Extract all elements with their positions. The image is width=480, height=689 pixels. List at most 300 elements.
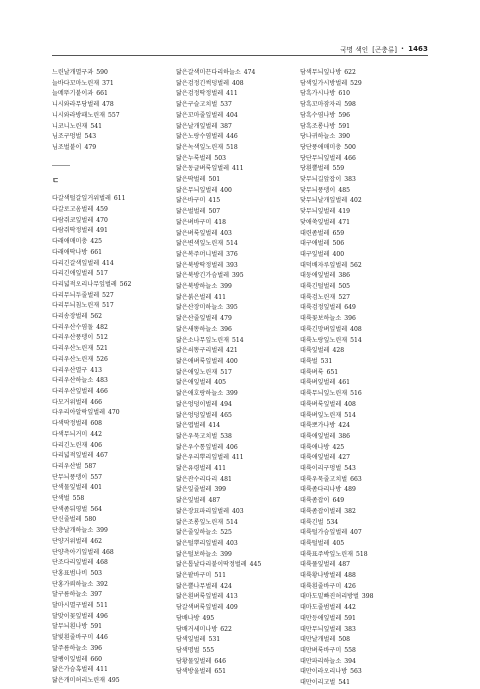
index-page-number: 405 <box>332 539 345 547</box>
index-entry <box>300 475 428 486</box>
index-entry <box>52 280 170 291</box>
index-page-number: 485 <box>338 186 350 194</box>
index-page-number: 511 <box>214 572 226 580</box>
index-term: 단조다리잎벌레 <box>52 559 94 567</box>
index-term: 단색벌 <box>52 495 70 503</box>
index-term: 다람쥐코잎벌레 <box>52 216 94 224</box>
index-page-number: 514 <box>231 336 244 344</box>
index-term: 닮은동글벼룩잎벌레 <box>176 165 229 173</box>
index-term: 다래애매미충 <box>52 238 88 246</box>
index-page-number: 537 <box>220 101 232 109</box>
index-column-1 <box>52 68 170 687</box>
index-term: 닮은산줄잎벌레 <box>176 315 218 323</box>
index-term: 대륙벼잎노린재 <box>300 411 342 419</box>
index-term: 다리긴애잎벌레 <box>52 270 94 278</box>
index-entry <box>52 590 170 601</box>
index-page-number: 459 <box>96 206 108 214</box>
index-page-number: 383 <box>344 176 356 184</box>
index-term: 대륙이리구멍벌 <box>300 465 342 473</box>
index-term: 다색딱정벌레 <box>52 420 88 428</box>
index-page-number: 411 <box>214 293 226 301</box>
index-page-number: 411 <box>231 165 244 173</box>
index-page-number: 479 <box>220 315 232 323</box>
index-page-number: 393 <box>226 261 238 269</box>
index-term: 닮은흰벼룩잎벌레 <box>176 593 224 601</box>
index-entry <box>176 229 294 240</box>
index-term: 대륙애잎벌레 <box>300 432 336 440</box>
index-entry <box>52 237 170 248</box>
index-page-number: 527 <box>102 291 114 299</box>
index-term: 닮은우리뿌리잎벌레 <box>176 454 229 462</box>
index-entry <box>176 303 294 314</box>
index-page-number: 514 <box>226 240 238 248</box>
index-entry <box>300 132 428 143</box>
index-entry <box>300 614 428 625</box>
index-term: 대륙우묵줄고치벌 <box>300 475 348 483</box>
index-entry <box>300 421 428 432</box>
index-term: 대만파리하늘소 <box>300 657 342 665</box>
index-entry <box>300 336 428 347</box>
index-page-number: 562 <box>119 280 132 288</box>
index-entry <box>300 271 428 282</box>
index-term: 닮은구슬고치벌 <box>176 101 218 109</box>
index-term: 대륙노랑잎노린재 <box>300 336 348 344</box>
index-term: 닮은개미허리노린재 <box>52 676 105 684</box>
index-term: 닮은노랑수염벌레 <box>176 133 224 141</box>
index-entry <box>52 194 170 205</box>
index-term: 담색무늬잎나방 <box>300 69 342 76</box>
index-page-number: 411 <box>231 454 244 462</box>
index-page-number: 474 <box>243 69 256 76</box>
index-term: 다리긴노린재 <box>52 441 88 449</box>
index-page-number: 483 <box>96 377 108 385</box>
index-term: 대륙긴털벌레 <box>300 283 336 291</box>
index-entry <box>52 355 170 366</box>
index-page-number: 405 <box>214 379 226 387</box>
index-page-number: 403 <box>220 229 232 237</box>
index-entry <box>52 312 170 323</box>
index-page-number: 534 <box>326 518 339 526</box>
index-term: 담색잎벌레 <box>176 636 206 644</box>
index-entry <box>300 518 428 529</box>
index-page-number: 558 <box>344 646 356 654</box>
index-entry <box>52 100 170 111</box>
index-page-number: 518 <box>226 143 238 151</box>
index-entry <box>300 218 428 229</box>
index-page-number: 414 <box>102 259 114 267</box>
index-entry <box>52 622 170 633</box>
index-page-number: 424 <box>338 422 350 430</box>
index-term: 다우리아알락잎벌레 <box>52 409 105 417</box>
index-entry <box>300 229 428 240</box>
header-title: 국명 색인 <box>340 46 369 54</box>
index-page-number: 491 <box>96 227 108 235</box>
index-term: 대륙표주박잎노린재 <box>300 550 353 558</box>
index-page-number: 495 <box>202 614 215 622</box>
index-entry <box>52 644 170 655</box>
index-term: 닮은무늬잎벌레 <box>176 186 218 194</box>
index-page-number: 408 <box>231 79 244 87</box>
index-entry <box>52 462 170 473</box>
index-entry <box>52 398 170 409</box>
index-term: 닮은엽벌레 <box>176 422 206 430</box>
index-entry <box>300 485 428 496</box>
index-term: 닮은애잎벌레 <box>176 379 212 387</box>
index-page-number: 399 <box>220 283 232 291</box>
index-page-number: 562 <box>90 313 102 321</box>
index-page-number: 557 <box>90 473 102 481</box>
index-page-number: 521 <box>96 345 108 353</box>
index-term: 닮은붉은벌레 <box>176 293 212 301</box>
index-page-number: 508 <box>338 636 350 644</box>
index-entry <box>300 635 428 646</box>
index-entry <box>300 164 428 175</box>
index-term: 닻무늬풍뎅이 <box>300 186 336 194</box>
index-page-number: 407 <box>350 529 362 537</box>
index-entry <box>176 657 294 668</box>
index-page-number: 651 <box>214 668 226 676</box>
index-term: 대륙풀잎벌레 <box>300 561 336 569</box>
index-entry <box>300 325 428 336</box>
index-page-number: 500 <box>344 143 356 151</box>
index-entry <box>176 582 294 593</box>
index-term: 다리우산노린재 <box>52 345 94 353</box>
index-page-number: 406 <box>226 443 238 451</box>
index-page-number: 501 <box>208 176 221 184</box>
index-entry <box>176 325 294 336</box>
index-entry <box>52 143 170 154</box>
index-term: 대만날개벌레 <box>300 636 336 644</box>
index-page-number: 495 <box>107 676 120 684</box>
index-entry <box>52 259 170 270</box>
index-entry <box>176 411 294 422</box>
index-term: 당단무늬잎벌레 <box>300 154 342 162</box>
index-term: 다리우산벌 <box>52 462 82 470</box>
index-page-number: 402 <box>350 197 362 205</box>
index-entry <box>52 408 170 419</box>
index-entry <box>300 400 428 411</box>
index-entry <box>176 389 294 400</box>
index-entry <box>52 89 170 100</box>
index-entry <box>176 282 294 293</box>
index-term: 님조구멍벌 <box>52 133 82 141</box>
index-page-number: 482 <box>96 323 108 331</box>
index-entry <box>52 441 170 452</box>
index-page-number: 426 <box>344 582 356 590</box>
index-entry <box>176 186 294 197</box>
index-entry <box>176 100 294 111</box>
index-entry <box>176 132 294 143</box>
index-term: 대륙벌 <box>300 357 318 365</box>
index-entry <box>300 603 428 614</box>
index-term: 담배나방 <box>176 614 200 622</box>
index-page-number: 396 <box>220 325 232 333</box>
index-entry <box>176 646 294 657</box>
index-term: 닮은털뿌리잎벌레 <box>176 539 224 547</box>
index-entry <box>300 453 428 464</box>
index-entry <box>300 89 428 100</box>
index-entry <box>52 216 170 227</box>
index-term: 닮은변색잎노린재 <box>176 240 224 248</box>
index-entry <box>176 336 294 347</box>
index-page-number: 538 <box>220 432 232 440</box>
index-page-number: 413 <box>226 593 238 601</box>
index-term: 다리우산하늘소 <box>52 377 94 385</box>
index-page-number: 661 <box>96 90 108 98</box>
index-page-number: 471 <box>338 218 350 226</box>
index-term: 담황물잎벌레 <box>176 657 212 665</box>
index-term: 달무늬흰나방 <box>52 623 88 631</box>
index-term: 다갈색털갈잎거위벌레 <box>52 195 111 203</box>
index-entry <box>176 164 294 175</box>
index-page-number: 465 <box>220 411 232 419</box>
index-entry <box>176 314 294 325</box>
index-entry <box>300 368 428 379</box>
page-number: 1463 <box>408 45 428 53</box>
index-entry <box>52 226 170 237</box>
index-page-number: 660 <box>90 655 102 663</box>
index-entry <box>176 614 294 625</box>
index-term: 대륙벼룩잎벌레 <box>300 400 342 408</box>
index-entry <box>52 68 170 79</box>
index-term: 닮은우수통잎벌레 <box>176 443 224 451</box>
index-page-number: 517 <box>96 270 108 278</box>
index-entry <box>300 657 428 668</box>
index-entry <box>52 79 170 90</box>
index-term: 닮은톱날다리붙이딱정벌레 <box>176 561 247 569</box>
index-entry <box>300 571 428 582</box>
index-term: 대마도밑빠진허리방벌 <box>300 593 359 601</box>
index-entry <box>300 207 428 218</box>
index-term: 단양거위벌레 <box>52 537 88 545</box>
index-term: 단층날개하늘소 <box>52 527 94 535</box>
index-term: 닮은엉덩이벌레 <box>176 400 218 408</box>
index-page-number: 531 <box>320 357 333 365</box>
index-entry <box>176 667 294 678</box>
index-entry <box>300 143 428 154</box>
index-page-number: 503 <box>90 569 102 577</box>
index-term: 대륙애잎벌레 <box>300 454 336 462</box>
index-page-number: 557 <box>107 111 120 119</box>
index-term: 대륙좀잡이 <box>300 497 330 505</box>
index-term: 달맞이꽃잎벌레 <box>52 612 94 620</box>
index-page-number: 419 <box>338 208 350 216</box>
index-term: 다리송장벌레 <box>52 313 88 321</box>
index-term: 닮은애호랑하늘소 <box>176 390 224 398</box>
index-term: 닮은가슴혹벌레 <box>52 666 94 674</box>
index-term: 대만등애잎벌레 <box>300 614 342 622</box>
index-entry <box>300 261 428 272</box>
index-page-number: 487 <box>208 497 221 505</box>
index-term: 닮은녹색잎노린재 <box>176 143 224 151</box>
index-term: 대덕배자루잎벌레 <box>300 261 348 269</box>
index-page-number: 531 <box>208 636 221 644</box>
index-entry <box>52 248 170 259</box>
index-page-number: 403 <box>231 507 244 515</box>
index-page-number: 470 <box>96 216 108 224</box>
index-page-number: 514 <box>226 518 238 526</box>
index-term: 당나귀하늘소 <box>300 133 336 141</box>
index-term: 대륙털벌레 <box>300 539 330 547</box>
index-term: 닮은뿔나무벌레 <box>176 582 218 590</box>
index-term: 대륙벼잎벌레 <box>300 379 336 387</box>
index-entry <box>52 515 170 526</box>
index-page-number: 479 <box>84 143 97 151</box>
index-entry <box>176 592 294 603</box>
index-page-number: 400 <box>332 250 345 258</box>
index-term: 닮은잎줄벌레 <box>176 486 212 494</box>
index-entry <box>52 430 170 441</box>
index-term: 담색방울벌레 <box>176 668 212 676</box>
index-page-number: 564 <box>90 505 102 513</box>
index-page-number: 404 <box>226 111 238 119</box>
index-term: 담흑꼬마잠자리 <box>300 101 342 109</box>
index-page-number: 596 <box>338 111 350 119</box>
section-divider <box>52 165 70 166</box>
index-page-number: 591 <box>344 614 356 622</box>
index-page-number: 421 <box>226 347 238 355</box>
index-term: 대마도줄범벌레 <box>300 604 342 612</box>
index-term: 닮은새똥하늘소 <box>176 325 218 333</box>
index-entry <box>52 376 170 387</box>
index-entry <box>176 496 294 507</box>
index-page-number: 512 <box>96 334 108 342</box>
index-entry <box>300 646 428 657</box>
index-entry <box>300 111 428 122</box>
index-term: 닮은날개잎벌레 <box>176 122 218 130</box>
index-page-number: 511 <box>96 602 108 610</box>
header-subtitle: [곤충류] <box>372 46 398 54</box>
index-term: 닮은소나무잎노린재 <box>176 336 229 344</box>
index-column-2 <box>176 68 294 678</box>
index-entry <box>176 421 294 432</box>
index-entry <box>52 494 170 505</box>
index-page-number: 386 <box>338 432 350 440</box>
index-term: 닮은북방하늘소 <box>176 283 218 291</box>
index-term: 닻무늬잎벌레 <box>300 208 336 216</box>
index-term: 대둥애잎벌레 <box>300 272 336 280</box>
index-term: 대륙잎벌레 <box>300 347 330 355</box>
index-term: 닮은복주머니벌레 <box>176 250 224 258</box>
index-entry <box>52 676 170 687</box>
index-page-number: 408 <box>344 400 356 408</box>
index-term: 닮은북방딱정벌레 <box>176 261 224 269</box>
index-page-number: 543 <box>344 465 356 473</box>
index-entry <box>176 175 294 186</box>
index-entry <box>300 550 428 561</box>
index-term: 닮은애벼룩잎벌레 <box>176 357 224 365</box>
index-page-number: 611 <box>113 195 126 203</box>
index-page-number: 425 <box>332 443 345 451</box>
index-term: 대륙뽀가나방 <box>300 422 336 430</box>
index-page-number: 505 <box>338 283 350 291</box>
index-entry <box>176 453 294 464</box>
index-page-number: 598 <box>344 101 356 109</box>
index-page-number: 395 <box>231 272 244 280</box>
index-term: 닮은바구미 <box>176 197 206 205</box>
index-page-number: 514 <box>344 411 356 419</box>
index-entry <box>300 68 428 79</box>
index-page-number: 396 <box>90 644 102 652</box>
index-entry <box>300 667 428 678</box>
index-term: 닮은산장미하늘소 <box>176 304 224 312</box>
index-term: 늘바다꼬마노린재 <box>52 79 100 87</box>
index-term: 닮은쇠똥구리벌레 <box>176 347 224 355</box>
index-entry <box>300 239 428 250</box>
index-page-number: 371 <box>102 79 114 87</box>
index-entry <box>176 218 294 229</box>
index-page-number: 467 <box>96 452 108 460</box>
column-1-top-entries <box>52 68 170 154</box>
index-entry <box>52 601 170 612</box>
index-entry <box>176 293 294 304</box>
index-term: 대륙검정잎벌레 <box>300 304 342 312</box>
index-term: 담배거세미나방 <box>176 625 218 633</box>
index-term: 다리넓적오리나무잎벌레 <box>52 280 117 288</box>
index-term: 니시와라방패노린재 <box>52 111 105 119</box>
index-page-number: 399 <box>220 550 232 558</box>
index-page-number: 413 <box>90 366 102 374</box>
index-page-number: 516 <box>350 390 362 398</box>
index-entry <box>300 293 428 304</box>
index-page-number: 387 <box>220 122 232 130</box>
index-page-number: 496 <box>96 612 108 620</box>
index-entry <box>52 122 170 133</box>
index-entry <box>52 451 170 462</box>
index-page-number: 427 <box>338 454 350 462</box>
index-term: 대륙털가슴잎벌레 <box>300 529 348 537</box>
column-1-bottom-entries <box>52 194 170 686</box>
index-entry <box>176 432 294 443</box>
index-term: 니코니노린재 <box>52 122 88 130</box>
index-entry <box>52 612 170 623</box>
index-entry <box>300 175 428 186</box>
index-page-number: 559 <box>332 165 345 173</box>
index-term: 단신줄벌레 <box>52 516 82 524</box>
index-page-number: 514 <box>350 336 362 344</box>
index-entry <box>52 633 170 644</box>
index-entry <box>300 496 428 507</box>
index-entry <box>176 196 294 207</box>
index-term: 다갈로고옴벌레 <box>52 206 94 214</box>
index-page-number: 428 <box>332 347 345 355</box>
index-term: 대구잎벌레 <box>300 250 330 258</box>
index-entry <box>176 571 294 582</box>
index-page-number: 406 <box>90 441 102 449</box>
index-entry <box>300 154 428 165</box>
index-page-number: 649 <box>344 304 356 312</box>
index-entry <box>176 378 294 389</box>
index-entry <box>52 111 170 122</box>
index-entry <box>176 400 294 411</box>
index-term: 달주름하늘소 <box>52 644 88 652</box>
index-page-number: 411 <box>214 465 226 473</box>
index-entry <box>176 346 294 357</box>
index-page-number: 494 <box>220 400 232 408</box>
index-term: 닮은꼬마줄잎벌레 <box>176 111 224 119</box>
index-page-number: 446 <box>226 133 238 141</box>
index-page-number: 580 <box>84 516 97 524</box>
index-page-number: 506 <box>332 240 345 248</box>
index-entry <box>176 250 294 261</box>
index-term: 닮은유령벌레 <box>176 465 212 473</box>
index-term: 닮은장묘파리잎벌레 <box>176 507 229 515</box>
index-entry <box>300 303 428 314</box>
index-column-3 <box>300 68 428 689</box>
index-page-number: 525 <box>220 529 232 537</box>
index-entry <box>52 483 170 494</box>
index-term: 대륙벼룩 <box>300 368 324 376</box>
